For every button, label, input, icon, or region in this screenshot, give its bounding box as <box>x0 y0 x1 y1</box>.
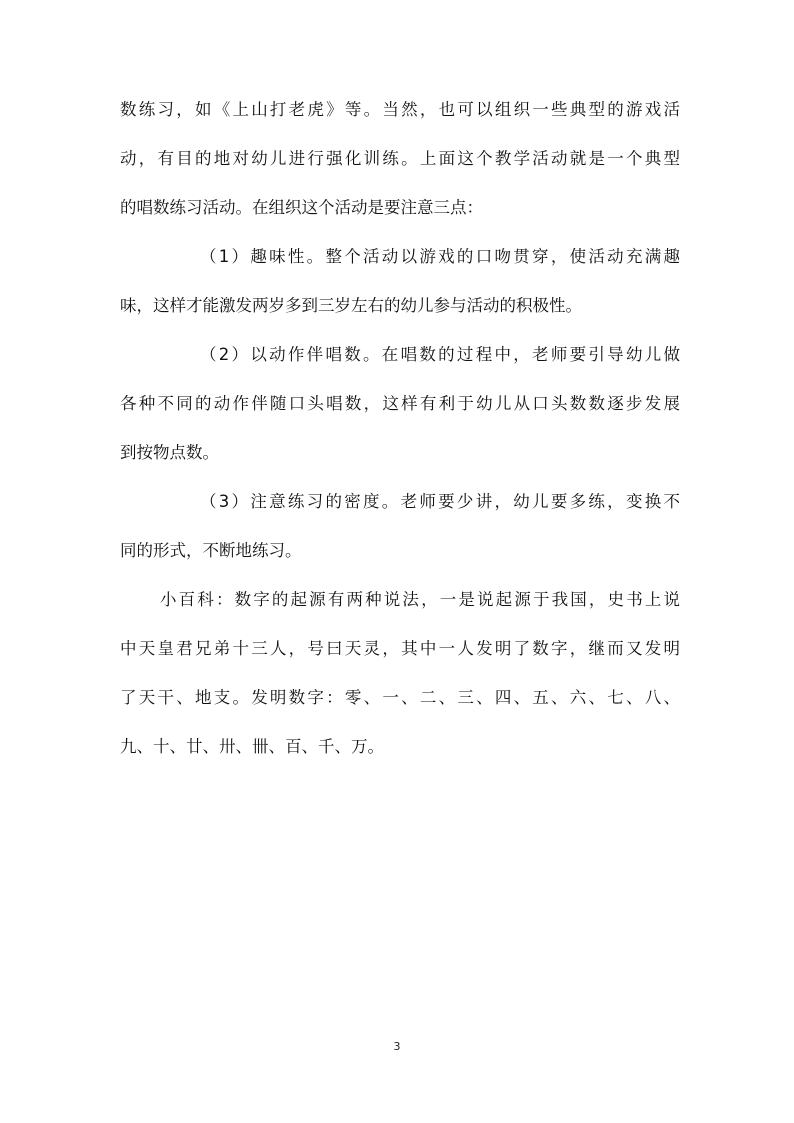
list-item-1-line: （1）趣味性。整个活动以游戏的口吻贯穿，使活动充满趣 <box>200 247 680 266</box>
page-number: 3 <box>393 1040 401 1053</box>
text-line: 同的形式，不断地练习。 <box>120 541 302 560</box>
document-body <box>120 94 680 780</box>
text-line: 的唱数练习活动。在组织这个活动是要注意三点： <box>120 198 483 217</box>
text-line: 味，这样才能激发两岁多到三岁左右的幼儿参与活动的积极性。 <box>120 296 582 315</box>
text-line: 到按物点数。 <box>120 443 219 462</box>
text-line: 九、十、廿、卅、卌、百、千、万。 <box>120 737 384 756</box>
text-line: 数练习，如《上山打老虎》等。当然，也可以组织一些典型的游戏活 <box>120 100 680 119</box>
text-line: 了天干、地支。发明数字：零、一、二、三、四、五、六、七、八、 <box>120 688 680 707</box>
list-item-3-line: （3）注意练习的密度。老师要少讲，幼儿要多练，变换不 <box>200 492 680 511</box>
text-line: 动，有目的地对幼儿进行强化训练。上面这个教学活动就是一个典型 <box>120 149 680 168</box>
encyclopedia-paragraph-line: 小百科：数字的起源有两种说法，一是说起源于我国，史书上说 <box>160 590 680 609</box>
text-line: 中天皇君兄弟十三人，号曰天灵，其中一人发明了数字，继而又发明 <box>120 639 680 658</box>
text-line: 各种不同的动作伴随口头唱数，这样有利于幼儿从口头数数逐步发展 <box>120 394 680 413</box>
list-item-2-line: （2）以动作伴唱数。在唱数的过程中，老师要引导幼儿做 <box>200 345 680 364</box>
